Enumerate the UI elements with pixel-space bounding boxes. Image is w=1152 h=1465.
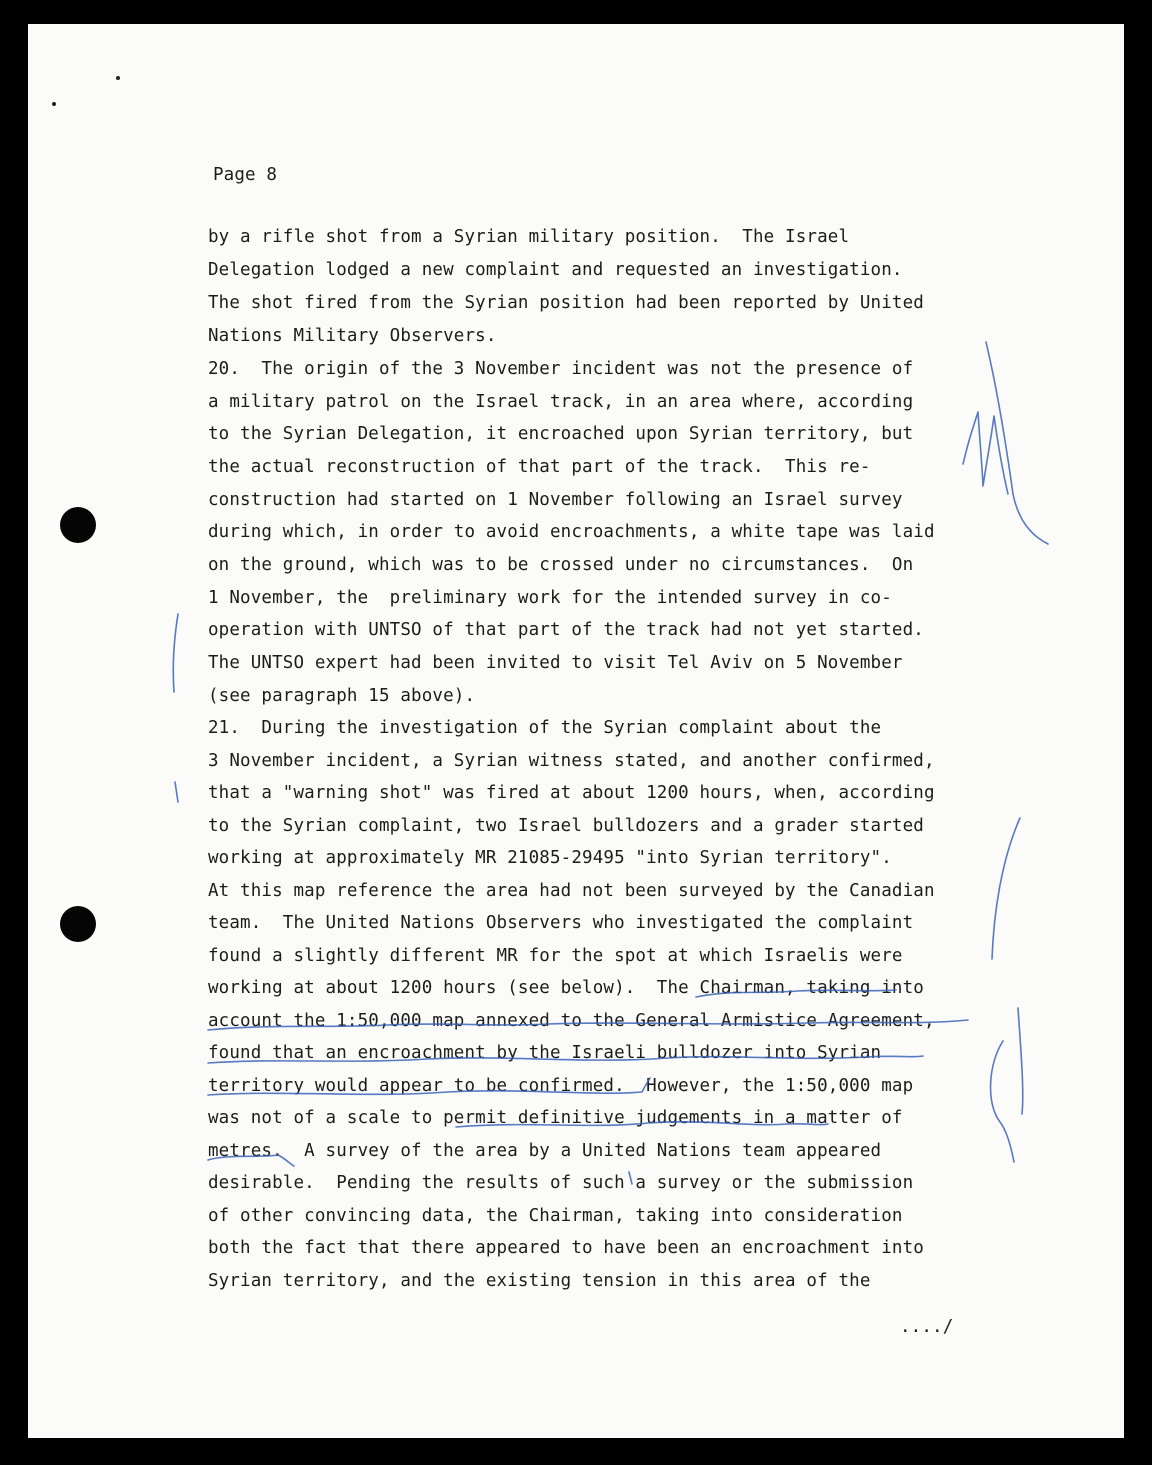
text-line: found a slightly different MR for the spot at which Israelis were	[208, 946, 903, 966]
speck	[52, 102, 56, 106]
text-line: The shot fired from the Syrian position had been reported by United	[208, 293, 924, 313]
document-page	[28, 24, 1124, 1438]
text-line: account the 1:50,000 map annexed to the General Armistice Agreement,	[208, 1011, 935, 1031]
text-line: a military patrol on the Israel track, in an area where, according	[208, 392, 914, 412]
page-number: Page 8	[213, 165, 278, 185]
text-line: territory would appear to be confirmed. However, the 1:50,000 map	[208, 1076, 914, 1096]
margin-line-upper	[986, 342, 1048, 544]
text-line: to the Syrian complaint, two Israel bulldozers and a grader started	[208, 816, 924, 836]
punch-hole-lower	[60, 906, 96, 942]
text-line: working at about 1200 hours (see below). The Chairman, taking into	[208, 978, 924, 998]
text-line: Nations Military Observers.	[208, 326, 497, 346]
text-line: operation with UNTSO of that part of the track had not yet started.	[208, 620, 924, 640]
continuation-mark: ..../	[900, 1317, 954, 1337]
text-line: 20. The origin of the 3 November incident was not the presence of	[208, 359, 914, 379]
text-line: (see paragraph 15 above).	[208, 686, 476, 706]
margin-line-right-lower	[1018, 1008, 1023, 1114]
text-line: of other convincing data, the Chairman, taking into consideration	[208, 1206, 903, 1226]
punch-hole-upper	[60, 507, 96, 543]
text-line: The UNTSO expert had been invited to visit Tel Aviv on 5 November	[208, 653, 903, 673]
text-line: metres. A survey of the area by a United Nations team appeared	[208, 1141, 882, 1161]
margin-line-right-middle	[992, 818, 1020, 959]
text-line: both the fact that there appeared to have been an encroachment into	[208, 1238, 924, 1258]
text-line: Delegation lodged a new complaint and requested an investigation.	[208, 260, 903, 280]
text-line: 21. During the investigation of the Syrian complaint about the	[208, 718, 882, 738]
text-line: 1 November, the preliminary work for the intended survey in co-	[208, 588, 892, 608]
margin-tick-left	[175, 782, 178, 802]
margin-mark-m	[963, 412, 1008, 494]
text-line: was not of a scale to permit definitive judgements in a matter of	[208, 1108, 903, 1128]
text-line: to the Syrian Delegation, it encroached upon Syrian territory, but	[208, 424, 914, 444]
margin-line-left-upper	[173, 614, 178, 692]
text-line: on the ground, which was to be crossed under no circumstances. On	[208, 555, 914, 575]
text-line: desirable. Pending the results of such a survey or the submission	[208, 1173, 914, 1193]
text-line: the actual reconstruction of that part of the track. This re-	[208, 457, 871, 477]
text-line: found that an encroachment by the Israeli bulldozer into Syrian	[208, 1043, 882, 1063]
text-line: At this map reference the area had not been surveyed by the Canadian	[208, 881, 935, 901]
text-line: during which, in order to avoid encroachments, a white tape was laid	[208, 522, 935, 542]
text-line: Syrian territory, and the existing tension in this area of the	[208, 1271, 871, 1291]
margin-bracket	[991, 1041, 1014, 1162]
text-line: working at approximately MR 21085-29495 "into Syrian territory".	[208, 848, 892, 868]
text-line: 3 November incident, a Syrian witness stated, and another confirmed,	[208, 751, 935, 771]
text-line: that a "warning shot" was fired at about 1200 hours, when, according	[208, 783, 935, 803]
text-line: construction had started on 1 November following an Israel survey	[208, 490, 903, 510]
speck	[116, 76, 120, 80]
text-line: team. The United Nations Observers who investigated the complaint	[208, 913, 914, 933]
text-line: by a rifle shot from a Syrian military position. The Israel	[208, 227, 850, 247]
